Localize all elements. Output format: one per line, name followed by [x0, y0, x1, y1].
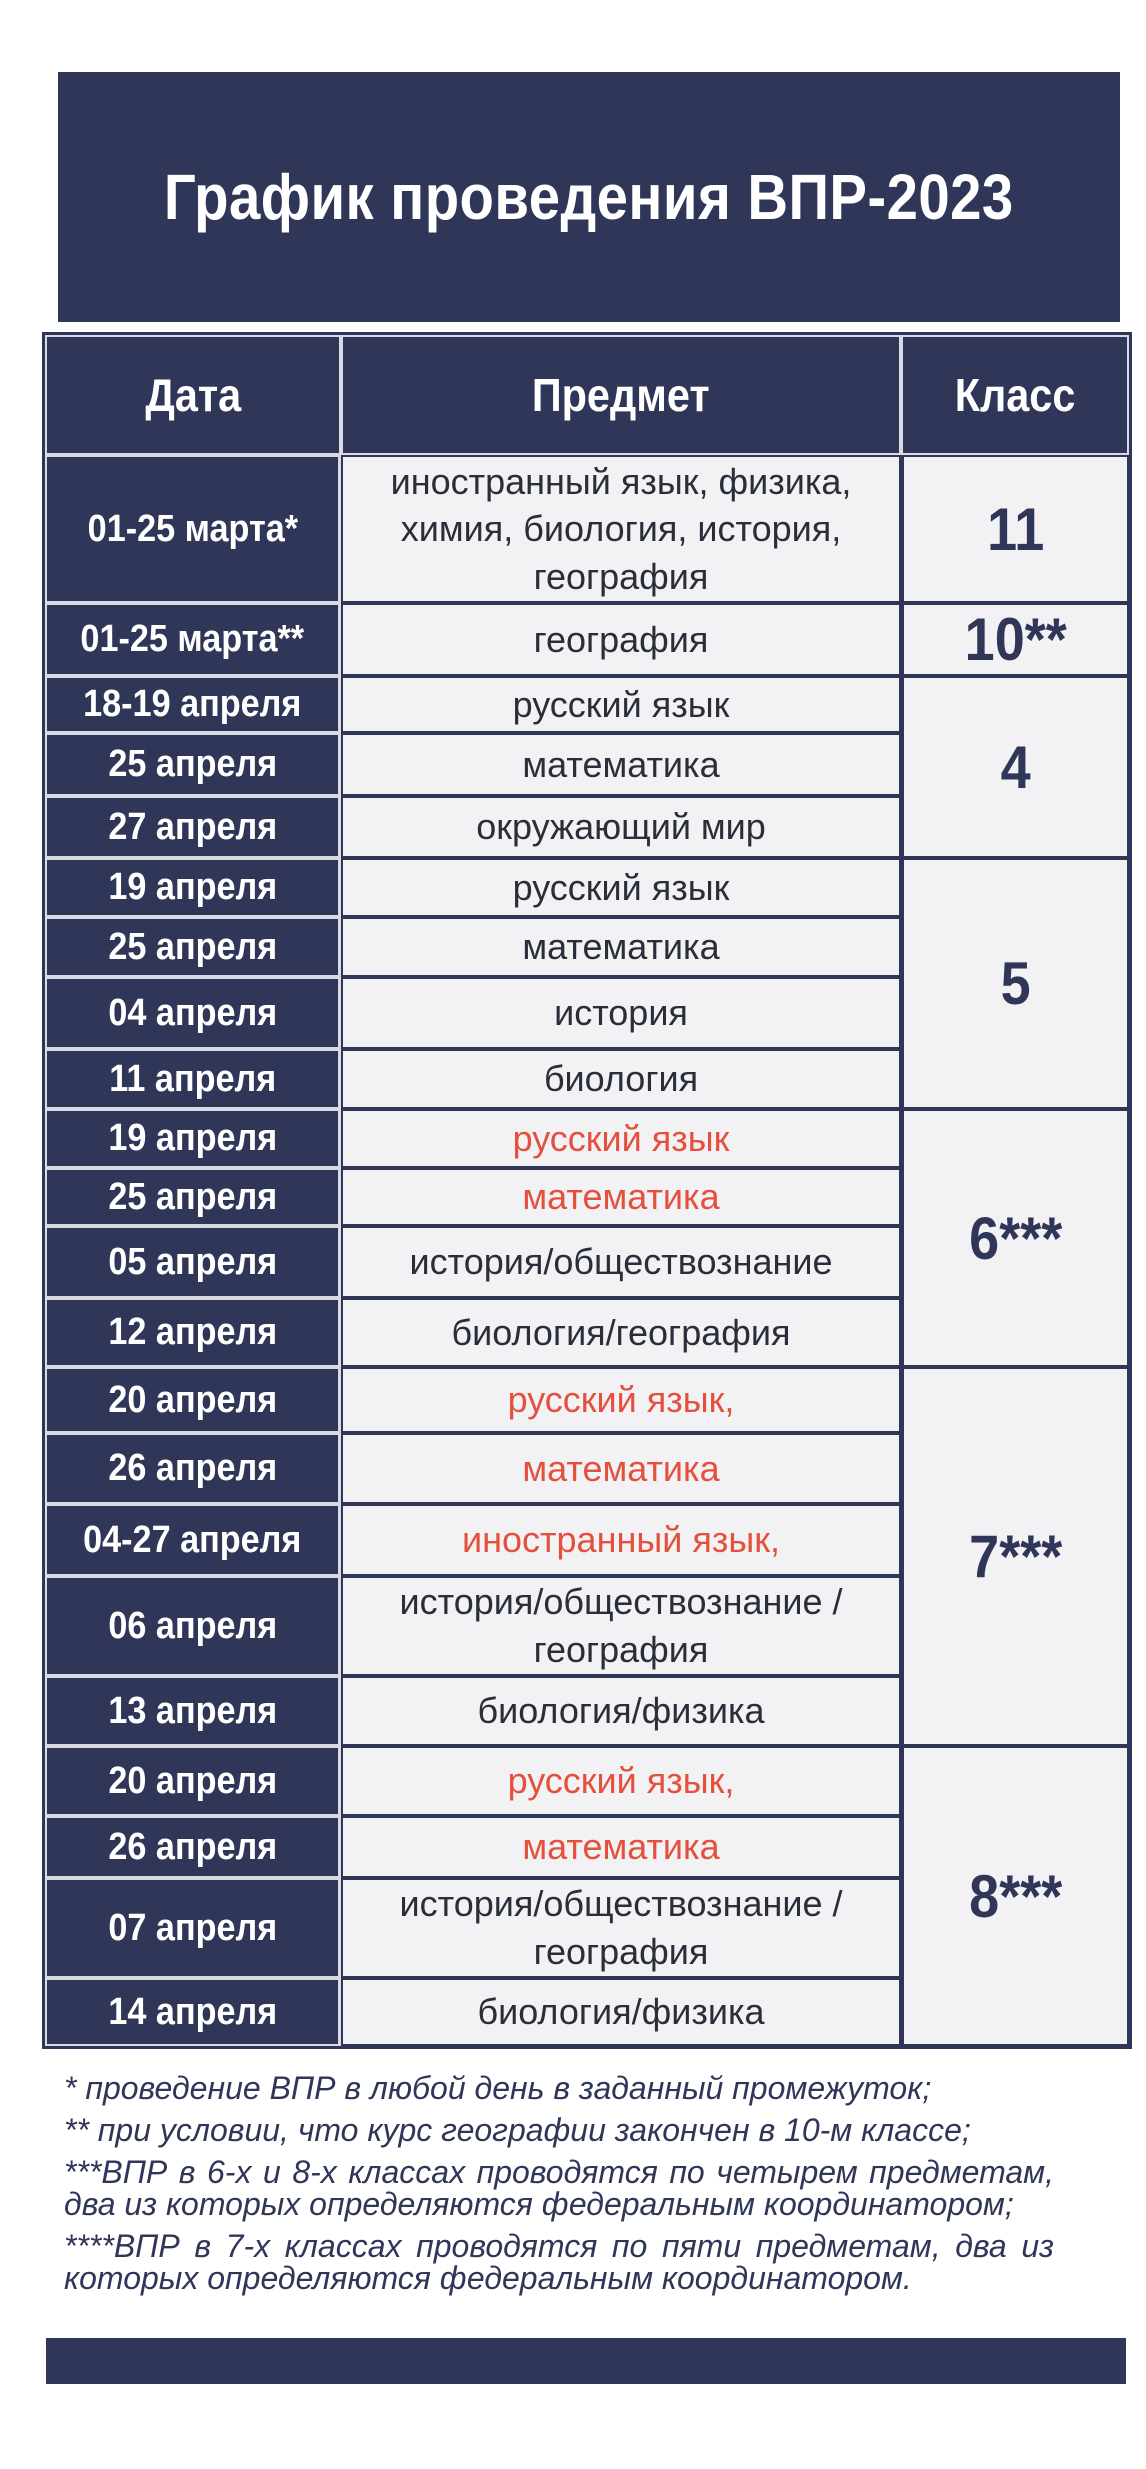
table-row	[45, 676, 1129, 733]
class-cell: 7***	[901, 1367, 1129, 1746]
footnote: ***ВПР в 6-х и 8-х классах проводятся по четырем предметам, два из которых определяются федеральным координатором;	[64, 2154, 1054, 2222]
subject-cell: история/обществознание	[341, 1226, 901, 1298]
subject-cell: русский язык	[341, 1109, 901, 1168]
date-cell: 25 апреля	[45, 733, 341, 796]
subject-cell: биология/география	[341, 1298, 901, 1367]
class-cell: 5	[901, 858, 1129, 1109]
subject-cell: русский язык,	[341, 1367, 901, 1433]
subject-cell: история/обществознание / география	[341, 1878, 901, 1978]
class-cell: 4	[901, 676, 1129, 858]
subject-cell: география	[341, 603, 901, 676]
subject-cell: иностранный язык, физика, химия, биология, история, география	[341, 455, 901, 603]
subject-cell: иностранный язык,	[341, 1504, 901, 1576]
date-cell: 14 апреля	[45, 1978, 341, 2046]
column-header-class: Класс	[901, 335, 1129, 455]
footnotes	[64, 2072, 1054, 2304]
page-title: График проведения ВПР-2023	[164, 161, 1014, 233]
column-header-date: Дата	[45, 335, 341, 455]
date-cell: 18-19 апреля	[45, 676, 341, 733]
subject-cell: математика	[341, 1816, 901, 1878]
table-header-row	[45, 335, 1129, 455]
date-cell: 04-27 апреля	[45, 1504, 341, 1576]
subject-cell: русский язык	[341, 858, 901, 917]
footnote: ** при условии, что курс географии закончен в 10-м классе;	[64, 2112, 971, 2148]
subject-cell: биология	[341, 1049, 901, 1109]
subject-cell: русский язык,	[341, 1746, 901, 1816]
subject-cell: окружающий мир	[341, 796, 901, 858]
footer-bar	[46, 2338, 1126, 2384]
date-cell: 20 апреля	[45, 1367, 341, 1433]
subject-cell: математика	[341, 1433, 901, 1504]
table-row	[45, 455, 1129, 603]
date-cell: 07 апреля	[45, 1878, 341, 1978]
class-cell: 10**	[901, 603, 1129, 676]
subject-cell: математика	[341, 733, 901, 796]
date-cell: 26 апреля	[45, 1433, 341, 1504]
schedule-body	[45, 455, 1129, 2046]
table-row	[45, 858, 1129, 917]
class-cell: 11	[901, 455, 1129, 603]
table-row	[45, 1109, 1129, 1168]
subject-cell: биология/физика	[341, 1978, 901, 2046]
date-cell: 05 апреля	[45, 1226, 341, 1298]
class-cell: 6***	[901, 1109, 1129, 1367]
date-cell: 13 апреля	[45, 1676, 341, 1746]
date-cell: 26 апреля	[45, 1816, 341, 1878]
date-cell: 01-25 марта*	[45, 455, 341, 603]
date-cell: 11 апреля	[45, 1049, 341, 1109]
class-cell: 8***	[901, 1746, 1129, 2046]
subject-cell: математика	[341, 917, 901, 977]
subject-cell: русский язык	[341, 676, 901, 733]
date-cell: 27 апреля	[45, 796, 341, 858]
subject-cell: биология/физика	[341, 1676, 901, 1746]
date-cell: 19 апреля	[45, 858, 341, 917]
footnote: ****ВПР в 7-х классах проводятся по пяти предметам, два из которых определяются федеральным координатором.	[64, 2228, 1054, 2296]
date-cell: 01-25 марта**	[45, 603, 341, 676]
date-cell: 25 апреля	[45, 917, 341, 977]
table-row	[45, 1367, 1129, 1433]
date-cell: 04 апреля	[45, 977, 341, 1049]
subject-cell: история	[341, 977, 901, 1049]
date-cell: 06 апреля	[45, 1576, 341, 1676]
table-row	[45, 1746, 1129, 1816]
footnote: * проведение ВПР в любой день в заданный промежуток;	[64, 2070, 932, 2106]
schedule-table	[42, 332, 1132, 2049]
subject-cell: история/обществознание / география	[341, 1576, 901, 1676]
table-row	[45, 603, 1129, 676]
date-cell: 20 апреля	[45, 1746, 341, 1816]
date-cell: 12 апреля	[45, 1298, 341, 1367]
date-cell: 25 апреля	[45, 1168, 341, 1226]
subject-cell: математика	[341, 1168, 901, 1226]
date-cell: 19 апреля	[45, 1109, 341, 1168]
column-header-subject: Предмет	[341, 335, 901, 455]
title-banner	[58, 72, 1120, 322]
